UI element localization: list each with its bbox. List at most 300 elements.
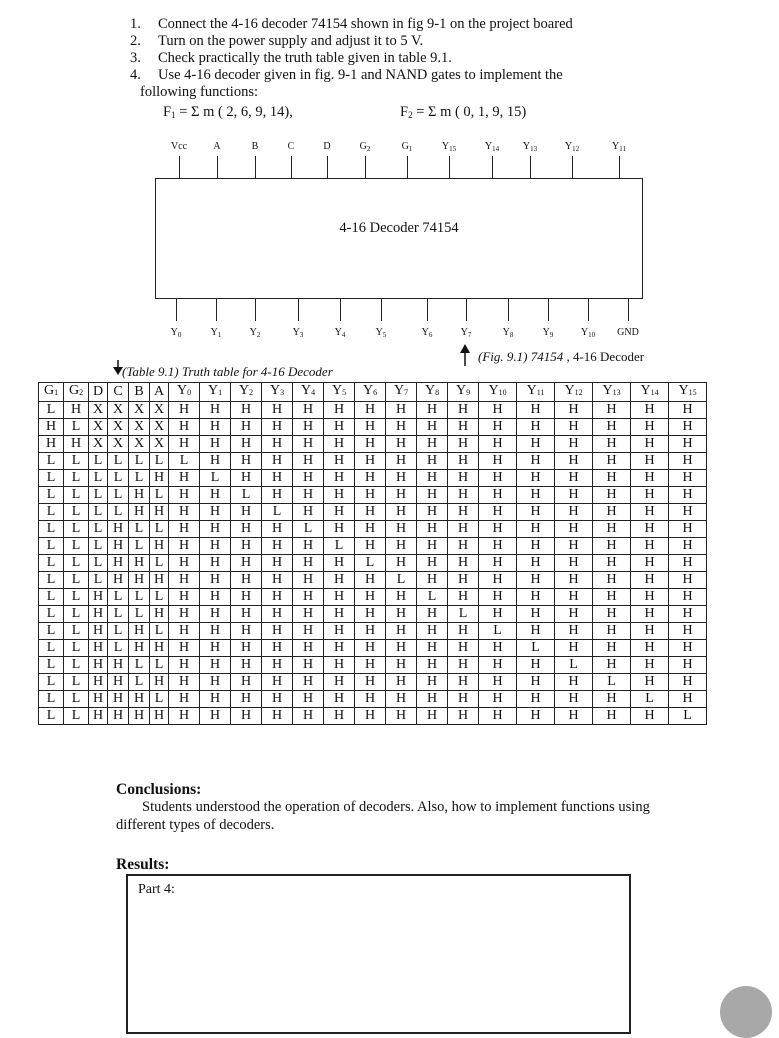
table-row [39,623,707,640]
table-cell: H [555,402,593,419]
table-cell: H [231,521,262,538]
table-cell: H [386,436,417,453]
table-cell: H [386,453,417,470]
table-cell: L [129,589,150,606]
table-cell: H [386,487,417,504]
table-cell: H [593,470,631,487]
table-cell: X [89,402,108,419]
table-cell: H [669,521,707,538]
table-row [39,589,707,606]
table-cell: H [479,504,517,521]
table-cell: H [231,538,262,555]
bottom-pin-leg [466,298,467,321]
table-cell: H [324,555,355,572]
table-cell: L [150,589,169,606]
table-cell: L [64,623,89,640]
table-cell: H [386,521,417,538]
table-cell: H [324,589,355,606]
table-cell: H [448,538,479,555]
top-pin-leg [530,156,531,179]
table-cell: H [150,674,169,691]
table-row [39,606,707,623]
bottom-pin-label: $Y_3$ [292,327,304,339]
top-pin-leg [179,156,180,179]
table-cell: H [108,521,129,538]
table-row [39,521,707,538]
table-cell: H [231,606,262,623]
step-1: 1. Connect the 4-16 decoder 74154 shown in fig 9-1 on the project boared [130,16,573,32]
table-cell: H [324,657,355,674]
table-cell: H [262,487,293,504]
table-cell: H [669,606,707,623]
bottom-pin-label: $Y_6$ [421,327,433,339]
table-cell: H [324,504,355,521]
table-cell: H [324,708,355,725]
table-cell: H [231,555,262,572]
table-row [39,487,707,504]
table-cell: H [89,691,108,708]
table-cell: H [129,708,150,725]
table-cell: L [129,674,150,691]
table-cell: H [669,504,707,521]
table-cell: H [417,402,448,419]
header-cell: $Y_{11}$ [517,383,555,402]
table-cell: L [169,453,200,470]
bottom-pin-leg [255,298,256,321]
table-cell: H [231,470,262,487]
table-cell: H [593,538,631,555]
table-cell: H [293,606,324,623]
header-cell: $Y_7$ [386,383,417,402]
table-cell: H [593,606,631,623]
table-cell: H [150,572,169,589]
table-cell: H [631,572,669,589]
header-cell: $Y_{15}$ [669,383,707,402]
table-cell: H [169,674,200,691]
table-cell: H [631,623,669,640]
procedure-steps [130,16,650,101]
top-pin-leg [217,156,218,179]
table-cell: H [631,674,669,691]
table-cell: L [231,487,262,504]
table-cell: L [150,691,169,708]
table-cell: L [64,419,89,436]
table-cell: L [89,453,108,470]
table-cell: H [631,402,669,419]
top-pin-label: D [323,141,331,152]
table-cell: L [89,572,108,589]
table-cell: H [448,555,479,572]
table-cell: H [293,623,324,640]
table-cell: H [448,674,479,691]
table-cell: H [231,504,262,521]
table-cell: H [39,419,64,436]
table-cell: L [108,470,129,487]
table-cell: L [39,691,64,708]
table-cell: H [231,589,262,606]
bottom-pin-leg [508,298,509,321]
table-cell: H [324,402,355,419]
table-cell: H [129,555,150,572]
table-cell: H [293,470,324,487]
top-pin-label: C [287,141,295,152]
table-cell: H [417,555,448,572]
table-cell: H [324,436,355,453]
table-cell: H [200,640,231,657]
table-cell: H [417,436,448,453]
table-cell: H [593,453,631,470]
table-cell: H [517,487,555,504]
table-cell: H [262,589,293,606]
table-cell: L [39,555,64,572]
header-cell: $G_1$ [39,383,64,402]
table-cell: H [669,640,707,657]
table-cell: H [169,691,200,708]
table-cell: L [64,504,89,521]
table-cell: H [448,402,479,419]
header-cell: D [89,383,108,402]
table-cell: L [64,470,89,487]
table-cell: H [262,402,293,419]
table-cell: H [517,521,555,538]
table-cell: L [417,589,448,606]
function-f2: $F_2 = \Sigma$ m ( 0, 1, 9, 15) [400,104,527,120]
top-pin-label: $Y_{14}$ [484,141,500,153]
table-cell: H [169,657,200,674]
table-cell: L [669,708,707,725]
table-cell: L [39,708,64,725]
table-cell: H [200,402,231,419]
table-cell: H [262,555,293,572]
table-cell: H [169,555,200,572]
table-cell: H [517,606,555,623]
table-cell: L [64,708,89,725]
table-cell: H [555,453,593,470]
table-cell: X [129,436,150,453]
table-cell: H [231,691,262,708]
table-cell: H [293,555,324,572]
table-cell: H [108,674,129,691]
table-cell: H [555,538,593,555]
table-cell: H [169,623,200,640]
table-cell: H [293,538,324,555]
table-cell: L [89,504,108,521]
table-cell: H [517,555,555,572]
top-pin-label: Vcc [170,141,188,152]
table-cell: H [593,419,631,436]
table-cell: H [324,623,355,640]
table-cell: X [108,402,129,419]
table-cell: H [448,470,479,487]
table-cell: H [448,657,479,674]
table-cell: H [669,657,707,674]
truth-table [38,382,707,725]
table-cell: H [555,487,593,504]
table-cell: H [200,453,231,470]
table-cell: H [555,640,593,657]
table-cell: L [129,538,150,555]
table-cell: H [517,504,555,521]
table-cell: H [200,555,231,572]
table-cell: X [108,419,129,436]
table-cell: H [355,521,386,538]
table-row [39,453,707,470]
table-cell: H [448,436,479,453]
table-cell: L [150,487,169,504]
table-cell: H [386,657,417,674]
table-cell: L [89,487,108,504]
table-cell: H [129,487,150,504]
table-cell: H [448,691,479,708]
table-cell: H [479,657,517,674]
table-row [39,538,707,555]
header-cell: $Y_{13}$ [593,383,631,402]
table-cell: H [293,589,324,606]
table-cell: L [39,504,64,521]
table-cell: H [293,436,324,453]
bottom-pin-label: $Y_7$ [460,327,472,339]
table-cell: H [631,640,669,657]
table-cell: H [593,402,631,419]
table-cell: H [517,623,555,640]
table-cell: H [479,640,517,657]
table-cell: L [39,521,64,538]
table-cell: H [169,402,200,419]
table-cell: H [517,419,555,436]
table-cell: H [448,419,479,436]
header-cell: $Y_8$ [417,383,448,402]
bottom-pin-label: $Y_2$ [249,327,261,339]
table-cell: H [631,504,669,521]
table-cell: H [231,674,262,691]
decoder-chip [155,178,643,299]
table-cell: H [231,708,262,725]
table-cell: H [231,572,262,589]
table-cell: H [262,470,293,487]
table-cell: H [517,674,555,691]
table-cell: H [479,538,517,555]
table-cell: H [479,674,517,691]
table-cell: X [150,402,169,419]
table-cell: H [479,521,517,538]
table-cell: H [262,674,293,691]
table-cell: H [150,606,169,623]
table-row [39,419,707,436]
header-cell: $Y_6$ [355,383,386,402]
table-cell: H [200,623,231,640]
table-cell: H [386,589,417,606]
table-cell: L [108,623,129,640]
table-cell: H [448,487,479,504]
header-cell: $Y_0$ [169,383,200,402]
table-cell: H [262,521,293,538]
table-cell: H [669,691,707,708]
table-cell: L [39,640,64,657]
bottom-pin-leg [427,298,428,321]
table-cell: X [150,419,169,436]
table-cell: H [324,453,355,470]
table-cell: H [386,538,417,555]
table-cell: H [555,606,593,623]
table-cell: H [169,521,200,538]
table-cell: H [231,453,262,470]
header-cell: C [108,383,129,402]
header-cell: $Y_3$ [262,383,293,402]
table-cell: H [386,640,417,657]
table-cell: H [517,470,555,487]
table-cell: H [200,436,231,453]
table-cell: L [555,657,593,674]
table-cell: H [417,606,448,623]
table-cell: L [129,470,150,487]
table-cell: H [417,453,448,470]
table-cell: H [89,674,108,691]
table-cell: H [231,623,262,640]
table-cell: L [39,402,64,419]
floating-action-button[interactable] [720,986,772,1038]
table-cell: H [355,470,386,487]
table-cell: H [262,419,293,436]
table-cell: H [386,419,417,436]
table-cell: H [386,623,417,640]
table-cell: L [108,487,129,504]
top-pin-leg [407,156,408,179]
table-cell: H [293,504,324,521]
table-cell: H [108,657,129,674]
table-row [39,691,707,708]
table-cell: H [169,589,200,606]
table-cell: H [448,572,479,589]
header-cell: $Y_{12}$ [555,383,593,402]
table-cell: H [417,487,448,504]
table-cell: H [89,708,108,725]
table-cell: H [293,419,324,436]
bottom-pin-label: $Y_1$ [210,327,222,339]
table-cell: H [555,504,593,521]
table-cell: H [89,657,108,674]
table-cell: L [593,674,631,691]
table-cell: H [417,674,448,691]
top-pin-leg [291,156,292,179]
table-row [39,436,707,453]
table-cell: H [324,640,355,657]
table-cell: H [108,708,129,725]
table-cell: L [89,521,108,538]
table-row [39,470,707,487]
table-row [39,504,707,521]
table-row [39,555,707,572]
table-cell: L [64,487,89,504]
table-cell: H [293,402,324,419]
table-cell: H [479,470,517,487]
table-cell: H [89,589,108,606]
table-cell: H [169,504,200,521]
table-cell: H [355,572,386,589]
table-cell: H [129,504,150,521]
table-cell: H [262,657,293,674]
table-cell: H [262,691,293,708]
table-cell: H [669,555,707,572]
table-cell: H [669,453,707,470]
table-cell: H [169,606,200,623]
table-cell: H [555,572,593,589]
table-cell: H [448,640,479,657]
table-row [39,572,707,589]
top-pin-leg [327,156,328,179]
table-cell: H [417,470,448,487]
bottom-pin-label: $Y_4$ [334,327,346,339]
table-cell: H [64,436,89,453]
table-cell: H [417,572,448,589]
table-cell: H [593,623,631,640]
table-cell: H [417,657,448,674]
table-cell: H [293,640,324,657]
table-cell: H [479,606,517,623]
table-cell: X [129,419,150,436]
bottom-pin-leg [588,298,589,321]
table-cell: H [324,521,355,538]
table-cell: X [89,419,108,436]
table-cell: H [108,555,129,572]
table-cell: L [64,657,89,674]
table-cell: H [386,504,417,521]
table-cell: H [479,419,517,436]
table-cell: H [89,623,108,640]
bottom-pin-label: $Y_9$ [542,327,554,339]
table-cell: H [669,589,707,606]
header-cell: $Y_1$ [200,383,231,402]
table-cell: X [89,436,108,453]
table-cell: H [89,606,108,623]
table-cell: H [555,470,593,487]
table-cell: H [417,640,448,657]
table-cell: H [669,402,707,419]
top-pin-leg [572,156,573,179]
table-cell: L [39,487,64,504]
table-cell: H [200,674,231,691]
top-pin-leg [449,156,450,179]
table-cell: L [150,555,169,572]
table-cell: H [169,572,200,589]
top-pin-label: $G_2$ [359,141,371,153]
table-cell: L [39,606,64,623]
header-cell: $Y_{14}$ [631,383,669,402]
table-cell: H [355,419,386,436]
table-cell: H [631,470,669,487]
part-4-label: Part 4: [138,882,175,897]
table-cell: L [108,640,129,657]
table-cell: H [262,623,293,640]
table-cell: L [150,453,169,470]
table-cell: H [448,504,479,521]
table-cell: H [593,691,631,708]
table-cell: H [200,708,231,725]
table-cell: H [355,453,386,470]
table-cell: H [417,521,448,538]
table-cell: H [293,453,324,470]
table-cell: H [555,674,593,691]
table-cell: H [479,453,517,470]
table-cell: H [262,453,293,470]
table-cell: L [324,538,355,555]
top-pin-label: A [213,141,221,152]
table-cell: H [150,470,169,487]
table-cell: H [517,453,555,470]
table-cell: L [64,674,89,691]
table-cell: H [631,521,669,538]
table-cell: L [108,606,129,623]
top-pin-leg [365,156,366,179]
